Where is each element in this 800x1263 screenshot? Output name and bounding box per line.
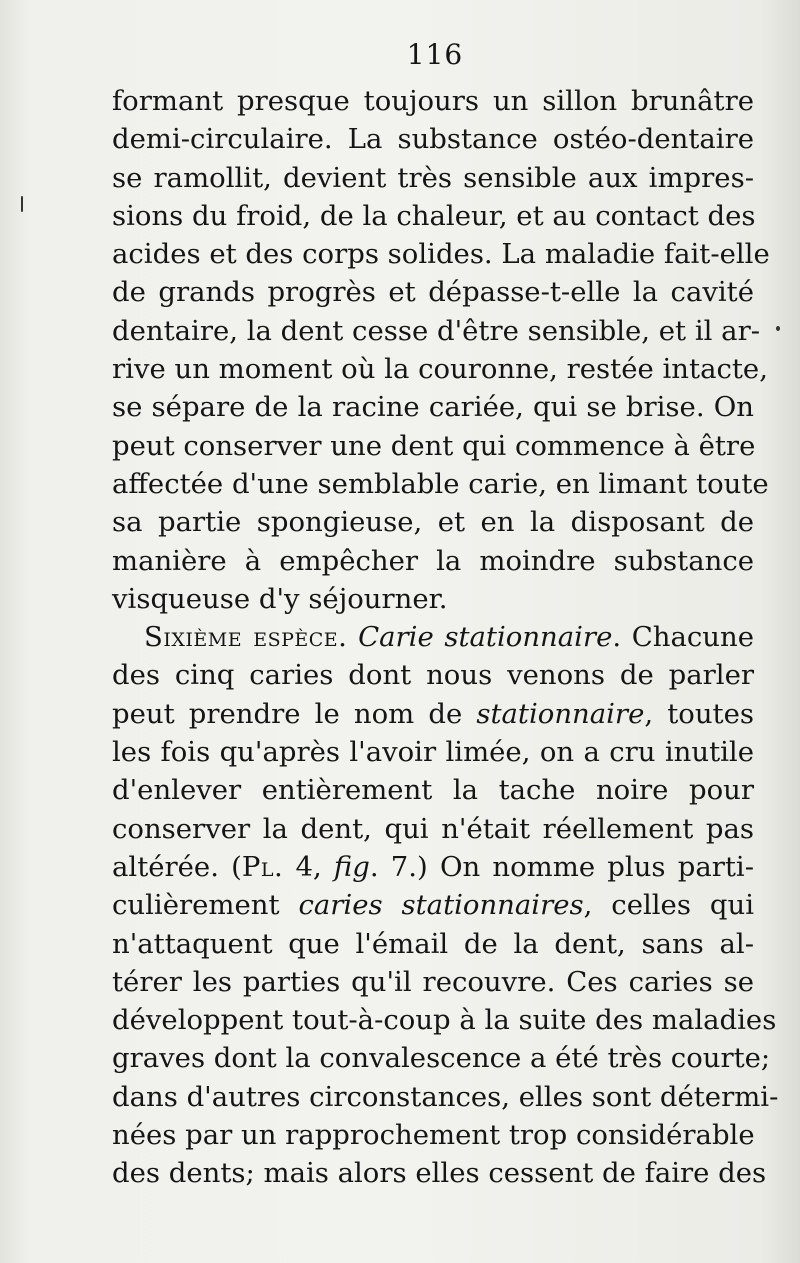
text-segment: visqueuse d'y séjourner.	[112, 582, 448, 615]
text-line	[112, 159, 754, 197]
text-line	[112, 350, 768, 388]
text-line	[112, 733, 754, 771]
text-segment: nées par un rapprochement trop considérable	[112, 1119, 755, 1152]
text-segment: conserver la dent, qui n'était réellement pas	[112, 812, 754, 845]
text-line	[112, 656, 754, 694]
text-segment: développent tout-à-coup à la suite des maladies	[112, 1004, 777, 1037]
text-line	[112, 618, 754, 656]
italic-text: fig	[333, 850, 370, 883]
text-line	[112, 1078, 779, 1116]
text-line	[112, 963, 754, 1001]
text-segment: n'attaquent que l'émail de la dent, sans al-	[112, 927, 754, 960]
text-segment: dans d'autres circonstances, elles sont détermi-	[112, 1080, 779, 1113]
text-segment: dentaire, la dent cesse d'être sensible, et il ar-	[112, 314, 761, 347]
small-caps-text: Pl.	[241, 850, 284, 883]
text-segment: demi-circulaire. La substance ostéo-dentaire	[112, 123, 754, 156]
text-line	[112, 1116, 754, 1154]
text-segment: se sépare de la racine cariée, qui se brise. On	[112, 391, 754, 424]
text-line	[112, 273, 754, 311]
ink-speck	[21, 196, 23, 212]
text-line	[112, 312, 761, 350]
text-segment: sa partie spongieuse, et en la disposant de	[112, 506, 754, 539]
text-segment: 4,	[283, 850, 334, 883]
text-segment: des cinq caries dont nous venons de parler	[112, 659, 754, 692]
text-segment: . 7.) On nomme plus parti-	[369, 850, 754, 883]
text-line	[112, 848, 754, 886]
page-number: 116	[406, 38, 464, 71]
text-segment: se ramollit, devient très sensible aux impres-	[112, 161, 754, 194]
text-segment: culièrement	[112, 889, 299, 922]
text-segment: rive un moment où la couronne, restée intacte,	[112, 353, 768, 386]
text-line	[112, 388, 754, 426]
small-caps-text: Sixième espèce.	[144, 621, 348, 654]
text-line	[112, 695, 754, 733]
italic-text: stationnaire	[476, 697, 645, 730]
body-text	[112, 82, 779, 1193]
text-line	[112, 925, 754, 963]
text-line	[112, 1154, 767, 1192]
italic-text: caries stationnaires	[298, 889, 584, 922]
text-segment: , celles qui	[583, 889, 754, 922]
text-segment: les fois qu'après l'avoir limée, on a cru inutile	[112, 736, 754, 769]
text-line	[112, 503, 754, 541]
text-segment: d'enlever entièrement la tache noire pour	[112, 774, 754, 807]
ink-speck	[776, 326, 780, 331]
text-line	[112, 427, 754, 465]
italic-text: Carie stationnaire	[358, 621, 613, 654]
text-segment: formant presque toujours un sillon brunâtre	[112, 85, 754, 117]
text-segment: graves dont la convalescence a été très courte;	[112, 1042, 771, 1075]
text-segment: , toutes	[644, 697, 754, 730]
text-line	[112, 197, 754, 235]
text-line	[112, 465, 769, 503]
text-segment: peut conserver une dent qui commence à être	[112, 429, 756, 462]
text-line	[112, 82, 754, 120]
text-line	[112, 810, 754, 848]
text-segment	[347, 621, 358, 653]
text-line	[112, 771, 754, 809]
text-segment: . Chacune	[612, 621, 754, 654]
text-segment: acides et des corps solides. La maladie fait-elle	[112, 238, 770, 271]
text-segment: des dents; mais alors elles cessent de faire des	[112, 1157, 767, 1190]
text-line	[112, 235, 770, 273]
text-segment: de grands progrès et dépasse-t-elle la cavité	[112, 276, 754, 309]
text-line	[112, 542, 754, 580]
text-segment: sions du froid, de la chaleur, et au contact des	[112, 199, 756, 232]
text-line	[112, 1039, 771, 1077]
text-segment: affectée d'une semblable carie, en limant toute	[112, 467, 769, 500]
text-segment: peut prendre le nom de	[112, 697, 477, 730]
text-segment: manière à empêcher la moindre substance	[112, 544, 754, 577]
text-line	[112, 886, 754, 924]
text-line	[112, 1001, 777, 1039]
text-segment: térer les parties qu'il recouvre. Ces caries se	[112, 965, 754, 998]
text-segment: altérée. (	[112, 850, 242, 883]
text-line	[112, 580, 754, 618]
text-line	[112, 120, 754, 158]
